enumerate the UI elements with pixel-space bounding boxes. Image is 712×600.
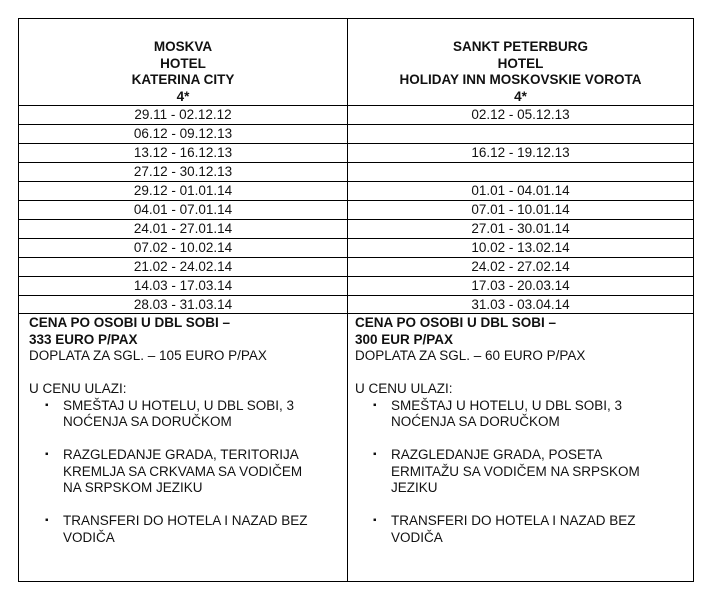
moscow-price-info (29, 315, 339, 563)
list-item (355, 447, 685, 497)
petersburg-date: 24.02 - 27.02.14 (471, 259, 570, 274)
table-row (19, 124, 693, 143)
petersburg-supplement: DOPLATA ZA SGL. – 60 EURO P/PAX (355, 348, 586, 363)
petersburg-price-info (355, 315, 685, 563)
moscow-date: 27.12 - 30.12.13 (133, 164, 233, 179)
moscow-price-line2: 333 EURO P/PAX (29, 331, 138, 347)
moscow-date: 24.01 - 27.01.14 (133, 221, 233, 236)
date-rows (19, 105, 693, 314)
bullet-icon: ▪ (373, 399, 377, 411)
moscow-date: 29.11 - 02.12.12 (134, 107, 232, 122)
moscow-date: 21.02 - 24.02.14 (133, 259, 233, 274)
table-row (19, 162, 693, 181)
include-text: NOĆENJA SA DORUČKOM (63, 414, 232, 429)
moscow-date: 04.01 - 07.01.14 (133, 202, 233, 217)
moscow-price-line1: CENA PO OSOBI U DBL SOBI – (29, 315, 231, 330)
moscow-hotel-name: KATERINA CITY (131, 72, 235, 87)
petersburg-date: 31.03 - 03.04.14 (471, 297, 570, 312)
table-row (19, 143, 693, 162)
table-row (19, 276, 693, 295)
petersburg-price-line1: CENA PO OSOBI U DBL SOBI – (355, 315, 557, 330)
table-row (19, 105, 693, 124)
moscow-includes-list (29, 398, 339, 547)
petersburg-hotel-label: HOTEL (497, 55, 544, 71)
include-text: TRANSFERI DO HOTELA I NAZAD BEZ (391, 513, 636, 528)
bullet-icon: ▪ (45, 399, 49, 411)
include-text: JEZIKU (391, 480, 438, 495)
list-item (29, 447, 339, 497)
bullet-icon: ▪ (373, 515, 377, 526)
petersburg-date: 10.02 - 13.02.14 (471, 240, 570, 255)
moscow-supplement: DOPLATA ZA SGL. – 105 EURO P/PAX (29, 348, 267, 363)
petersburg-date (348, 125, 693, 143)
moscow-hotel-label: HOTEL (160, 55, 206, 71)
petersburg-city: SANKT PETERBURG (452, 39, 588, 54)
petersburg-stars: 4* (514, 88, 527, 104)
include-text: NA SRPSKOM JEZIKU (63, 480, 203, 495)
moscow-date: 29.12 - 01.01.14 (133, 183, 233, 198)
petersburg-date: 17.03 - 20.03.14 (471, 278, 570, 293)
petersburg-date: 02.12 - 05.12.13 (471, 107, 570, 122)
include-text: VODIČA (63, 529, 115, 545)
table-row (19, 200, 693, 219)
include-text: TRANSFERI DO HOTELA I NAZAD BEZ (63, 513, 308, 528)
include-text: RAZGLEDANJE GRADA, TERITORIJA (63, 447, 299, 462)
bullet-icon: ▪ (45, 515, 49, 526)
include-text: VODIČA (391, 529, 443, 545)
petersburg-hotel-name: HOLIDAY INN MOSKOVSKIE VOROTA (399, 72, 642, 87)
moscow-date: 13.12 - 16.12.13 (133, 145, 233, 160)
petersburg-date: 07.01 - 10.01.14 (471, 202, 570, 217)
petersburg-date: 16.12 - 19.12.13 (471, 145, 570, 160)
moscow-date: 06.12 - 09.12.13 (133, 126, 233, 141)
table-row (19, 181, 693, 200)
include-text: RAZGLEDANJE GRADA, POSETA (391, 447, 603, 462)
include-text: SMEŠTAJ U HOTELU, U DBL SOBI, 3 (391, 397, 623, 413)
include-text: NOĆENJA SA DORUČKOM (391, 414, 560, 429)
petersburg-price-line2: 300 EUR P/PAX (355, 331, 454, 347)
petersburg-header (348, 19, 693, 105)
list-item (29, 398, 339, 431)
list-item (355, 513, 685, 546)
include-text: ERMITAŽU SA VODIČEM NA SRPSKOM (391, 463, 640, 479)
tour-table (18, 18, 694, 582)
table-row (19, 295, 693, 314)
moscow-city: MOSKVA (153, 39, 213, 54)
moscow-date: 28.03 - 31.03.14 (133, 297, 233, 312)
list-item (29, 513, 339, 546)
list-item (355, 398, 685, 431)
petersburg-date: 27.01 - 30.01.14 (471, 221, 570, 236)
petersburg-date: 01.01 - 04.01.14 (471, 183, 570, 198)
petersburg-includes-list (355, 398, 685, 547)
table-row (19, 238, 693, 257)
petersburg-includes-label: U CENU ULAZI: (355, 381, 453, 396)
moscow-includes-label: U CENU ULAZI: (29, 381, 127, 396)
table-row (19, 257, 693, 276)
bullet-icon: ▪ (373, 449, 377, 460)
include-text: KREMLJA SA CRKVAMA SA VODIČEM (63, 463, 303, 479)
moscow-date: 14.03 - 17.03.14 (133, 278, 233, 293)
moscow-stars: 4* (176, 88, 190, 104)
include-text: SMEŠTAJ U HOTELU, U DBL SOBI, 3 (63, 397, 295, 413)
bullet-icon: ▪ (45, 449, 49, 460)
petersburg-date (348, 163, 693, 181)
table-row (19, 219, 693, 238)
moscow-header (19, 19, 347, 105)
moscow-date: 07.02 - 10.02.14 (133, 240, 233, 255)
